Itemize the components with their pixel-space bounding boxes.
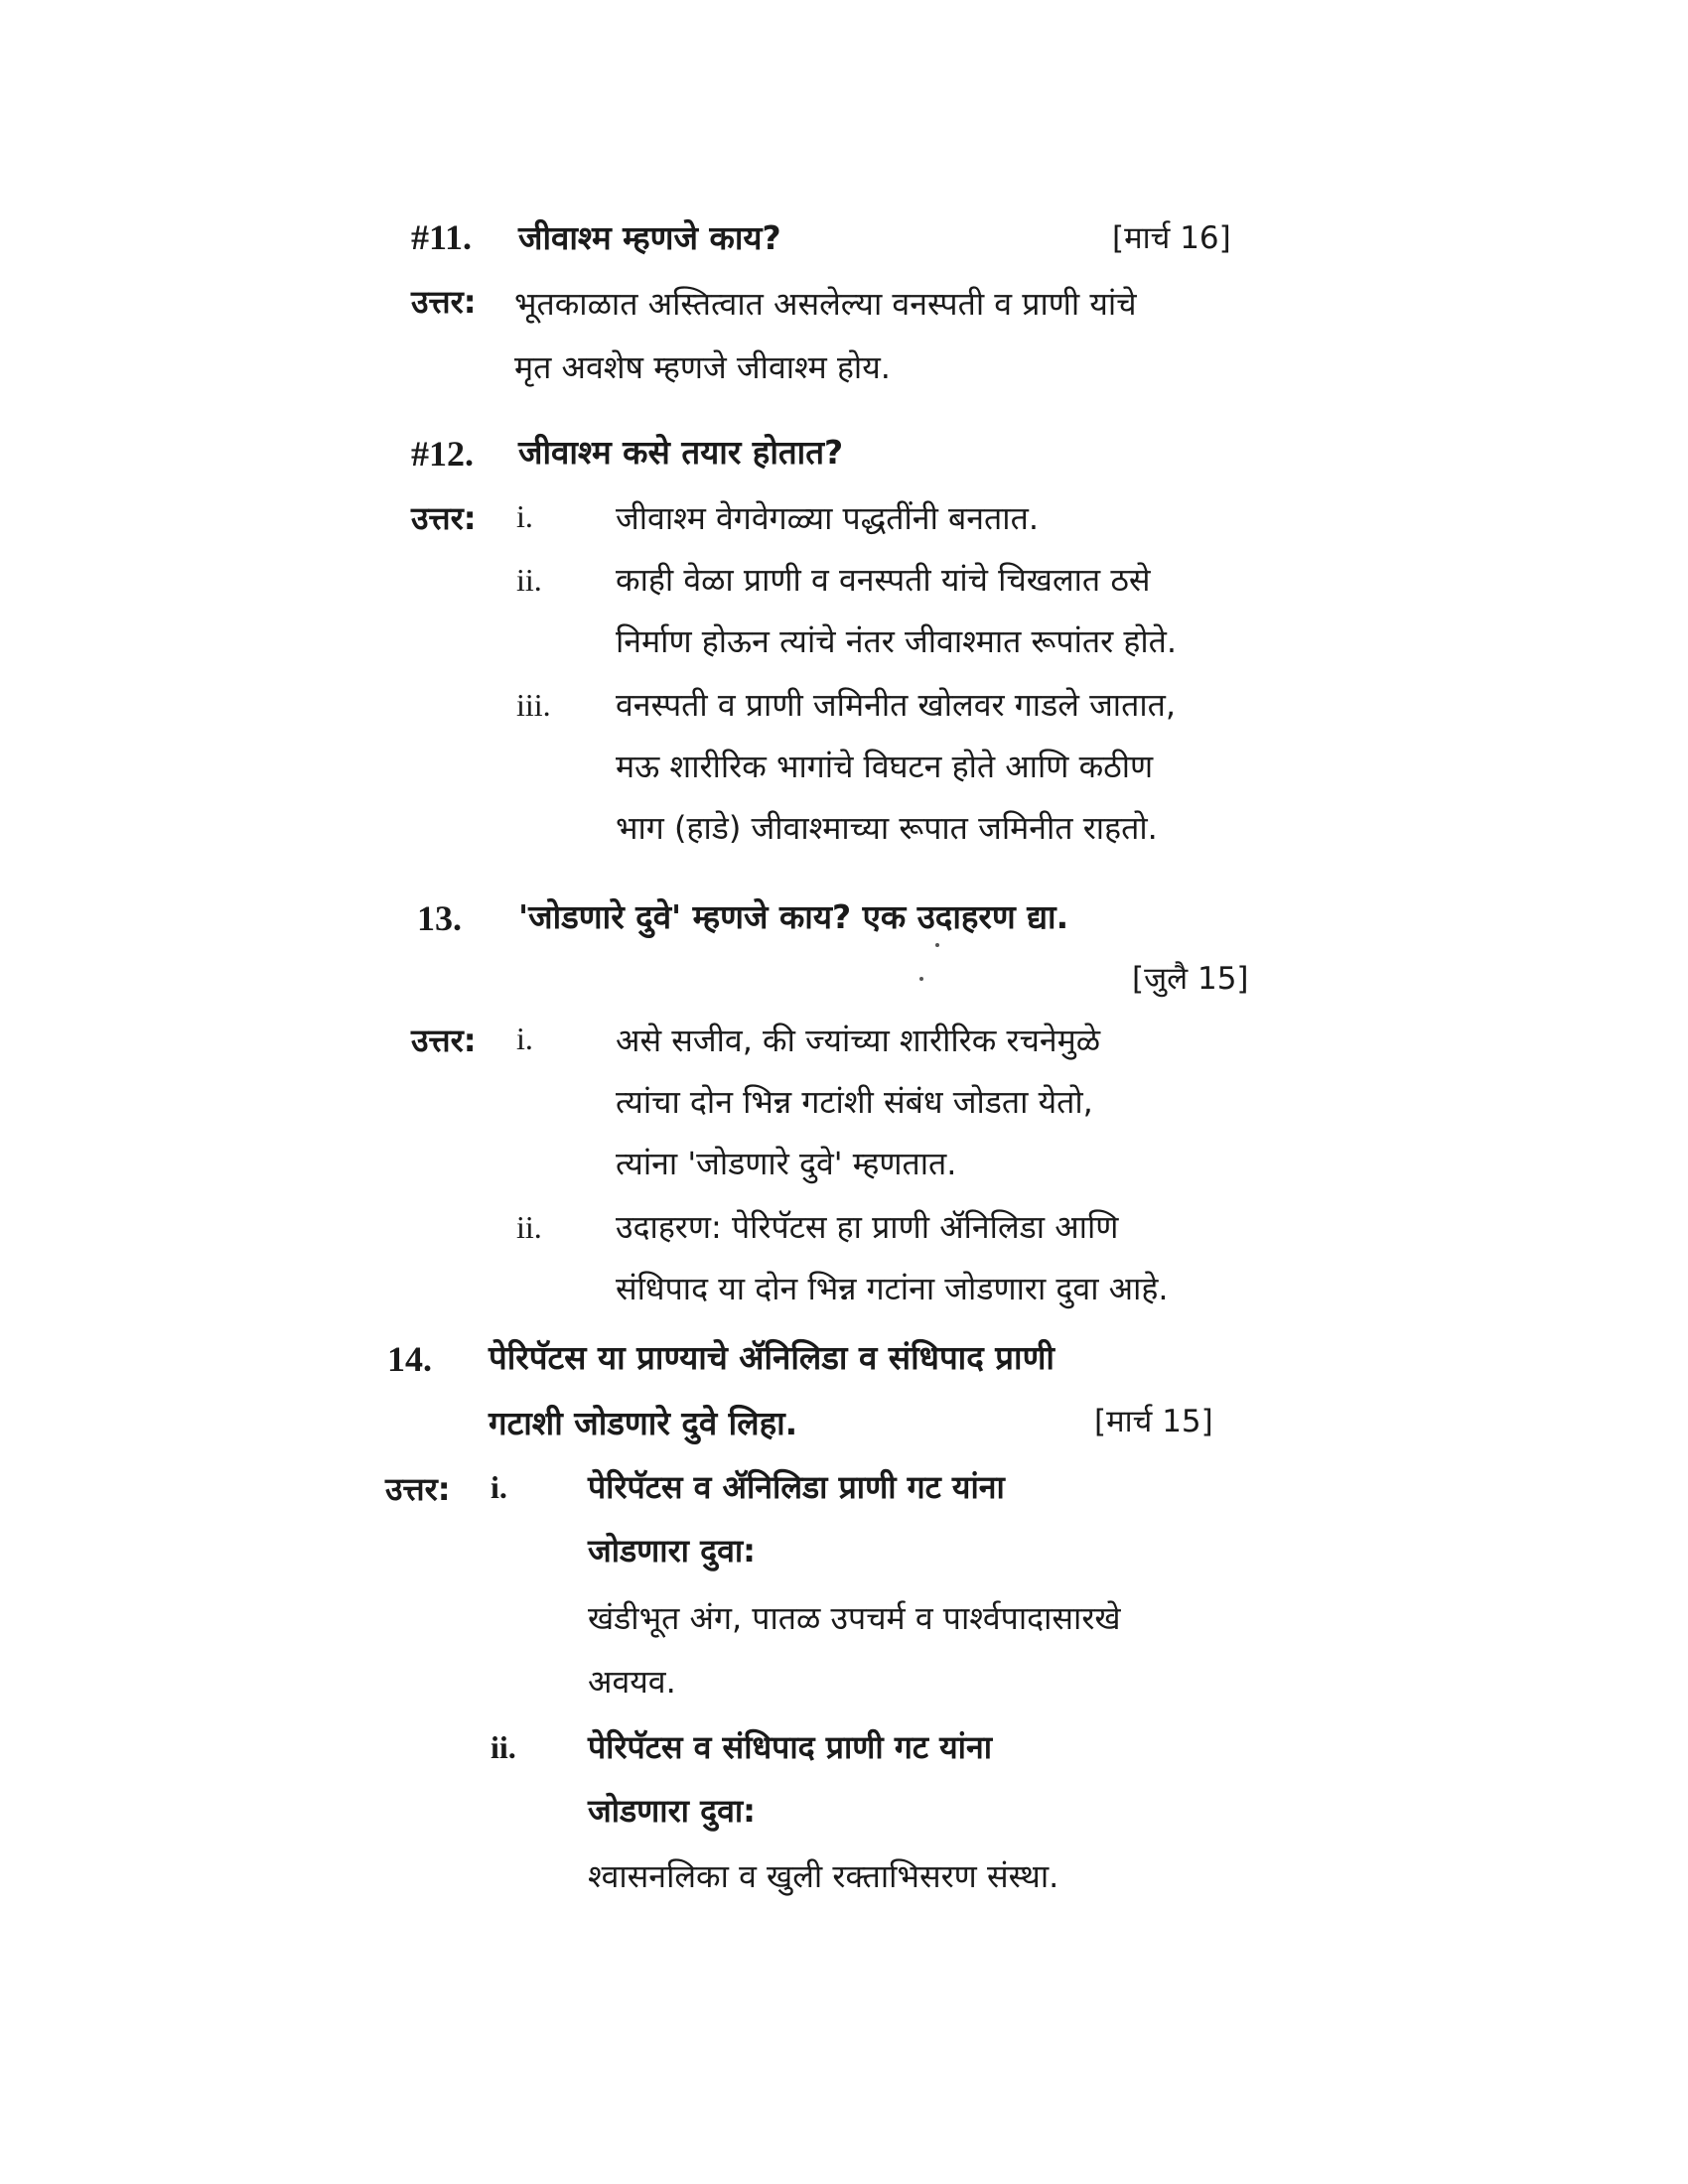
point-line: उदाहरण: पेरिपॅटस हा प्राणी ॲनिलिडा आणि — [616, 1208, 1119, 1246]
point-marker: i. — [516, 1021, 533, 1056]
question-text: 'जोडणारे दुवे' म्हणजे काय? एक उदाहरण द्या. — [518, 897, 1069, 936]
point-line: काही वेळा प्राणी व वनस्पती यांचे चिखलात ठसे — [616, 561, 1151, 599]
point-line: असे सजीव, की ज्यांच्या शारीरिक रचनेमुळे — [616, 1022, 1101, 1059]
answer-line: मृत अवशेष म्हणजे जीवाश्म होय. — [514, 348, 891, 386]
point-marker: iii. — [516, 687, 551, 723]
point-heading: पेरिपॅटस व ॲनिलिडा प्राणी गट यांना — [588, 1468, 1005, 1506]
point-heading: जोडणारा दुवा: — [588, 1532, 756, 1570]
question-text: जीवाश्म कसे तयार होतात? — [518, 433, 844, 472]
question-number: #12. — [411, 434, 474, 474]
point-marker: ii. — [516, 562, 542, 598]
point-line: मऊ शारीरिक भागांचे विघटन होते आणि कठीण — [616, 748, 1154, 785]
point-line: वनस्पती व प्राणी जमिनीत खोलवर गाडले जातात, — [616, 686, 1177, 724]
exam-reference: [मार्च 15] — [1094, 1404, 1213, 1439]
point-marker: i. — [491, 1469, 507, 1505]
question-line: पेरिपॅटस या प्राण्याचे ॲनिलिडा व संधिपाद प्राणी — [489, 1338, 1055, 1377]
point-line: त्यांना 'जोडणारे दुवे' म्हणतात. — [616, 1145, 957, 1182]
point-line: खंडीभूत अंग, पातळ उपचर्म व पार्श्वपादासारखे — [588, 1599, 1121, 1637]
point-line: त्यांचा दोन भिन्न गटांशी संबंध जोडता येतो, — [616, 1083, 1093, 1121]
point-marker: i. — [516, 498, 533, 534]
answer-label: उत्तर: — [385, 1470, 451, 1508]
question-line: गटाशी जोडणारे दुवे लिहा. — [489, 1404, 798, 1442]
answer-label: उत्तर: — [411, 1022, 477, 1059]
point-line: जीवाश्म वेगवेगळ्या पद्धतींनी बनतात. — [616, 499, 1040, 537]
exam-reference: [जुलै 15] — [1132, 961, 1249, 997]
question-number: 13. — [417, 898, 462, 938]
point-marker: ii. — [516, 1209, 542, 1245]
scan-speck — [935, 943, 939, 947]
question-number: 14. — [387, 1339, 432, 1379]
answer-line: भूतकाळात अस्तित्वात असलेल्या वनस्पती व प्राणी यांचे — [514, 285, 1137, 323]
question-number: #11. — [411, 217, 473, 257]
point-line: संधिपाद या दोन भिन्न गटांना जोडणारा दुवा आहे. — [616, 1270, 1169, 1307]
answer-label: उत्तर: — [411, 499, 477, 537]
point-heading: पेरिपॅटस व संधिपाद प्राणी गट यांना — [588, 1728, 992, 1766]
scan-speck — [919, 977, 923, 981]
point-heading: जोडणारा दुवा: — [588, 1792, 756, 1830]
point-line: भाग (हाडे) जीवाश्माच्या रूपात जमिनीत राहतो. — [616, 809, 1158, 847]
point-line: निर्माण होऊन त्यांचे नंतर जीवाश्मात रूपांतर होते. — [616, 622, 1178, 660]
point-marker: ii. — [491, 1729, 516, 1765]
exam-reference: [मार्च 16] — [1112, 220, 1231, 256]
question-text: जीवाश्म म्हणजे काय? — [518, 218, 781, 257]
point-line: श्वासनलिका व खुली रक्ताभिसरण संस्था. — [588, 1857, 1059, 1895]
point-line: अवयव. — [588, 1663, 676, 1701]
answer-label: उत्तर: — [411, 283, 477, 321]
